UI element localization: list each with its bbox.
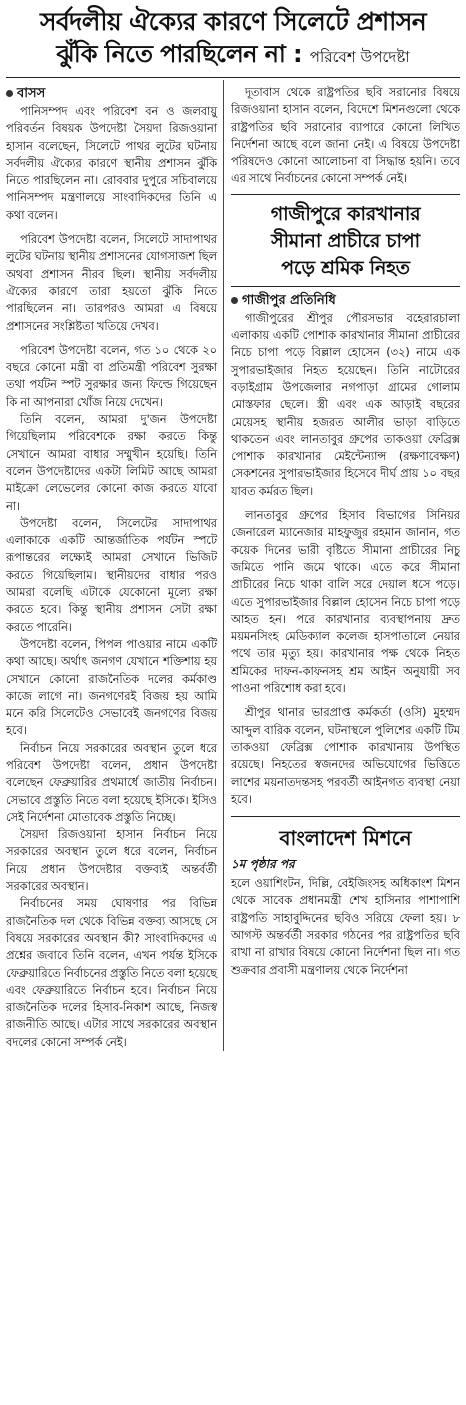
article1-paragraph: উপদেষ্টা বলেন, পিপল পাওয়ার নামে একটি কথা আছে। অর্থাৎ জনগণ যেখানে শক্তিশায় হয় সেখানে কোনো রাজনৈতিক দলের কর্মকাণ্ড কাজে লাগে না। জনগণেরই বিজয় হয় আমি মনে করি সিলেটেও সেভাবেই জনগণের বিজয় হবে। xyxy=(6,637,217,738)
main-headline xyxy=(6,6,460,73)
article1-paragraph: নির্বাচনের সময় ঘোষণার পর বিভিন্ন রাজনৈতিক দল থেকে বিভিন্ন বক্তব্য আসছে সে বিষয়ে সরকারের অবস্থান কী? সাংবাদিকদের এ প্রশ্নের জবাবে তিনি বলেন, এখন পর্যন্ত ইসিকে ফেব্রুয়ারিতে নির্বাচনের প্রস্তুতি নিতে বলা হয়েছে এবং ফেব্রুয়ারিতে নির্বাচন হবে। নির্বাচন নিয়ে রাজনৈতিক দলের হিসাব-নিকাশ আছে, নিজস্ব রাজনীতি আছে। এটার সাথে সরকারের অবস্থান বদলের কোনো সম্পর্ক নেই। xyxy=(6,897,217,1049)
article1-byline-text: বাসস xyxy=(17,86,46,101)
article1-paragraph: সৈয়দা রিজওয়ানা হাসান নির্বাচন নিয়ে সরকারের অবস্থান তুলে ধরে বলেন, নির্বাচন নিয়ে প্রধান উপদেষ্টার বক্তব্যই অন্তর্বর্তী সরকারের অবস্থান। xyxy=(6,828,217,894)
right-column xyxy=(224,80,460,1051)
article2-headline-line: সীমানা প্রাচীরে চাপা xyxy=(271,229,420,252)
bullet-icon xyxy=(6,90,13,97)
article2-headline-line: গাজীপুরে কারখানার xyxy=(270,202,421,225)
article3-continued-label: ১ম পৃষ্ঠার পর xyxy=(231,857,295,872)
article1-paragraph: তিনি বলেন, আমরা দু'জন উপদেষ্টা গিয়েছিলাম পরিবেশকে রক্ষা করতে কিন্তু সেখানে আমরা বাধার সম্মুখীন হয়েছি। তিনি বলেন উপদেষ্টাদের একটা লিমিট আছে আমরা মাইক্রো লেভেলের কোনো কাজ করতে যাবো না। xyxy=(6,413,217,513)
headline-rule xyxy=(6,77,460,78)
article2-byline-text: গাজীপুর প্রতিনিধি xyxy=(242,292,336,308)
article2-headline-line: পড়ে শ্রমিক নিহত xyxy=(281,256,410,279)
article1-paragraph: পরিবেশ উপদেষ্টা বলেন, সিলেটে সাদাপাথর লুটের ঘটনায় স্থানীয় প্রশাসনের যোগসাজশ ছিল অথবা প্রশাসন নীরব ছিল। স্থানীয় সর্বদলীয় ঐক্যের কারণে তারা হয়তো ঝুঁকি নিতে পারছিলেন না। তারপরও আমরা এ বিষয়ে প্রশাসনের সংশ্লিষ্টতা খতিয়ে দেখব। xyxy=(6,233,217,333)
article1-byline xyxy=(6,84,217,103)
bullet-icon xyxy=(231,297,238,304)
columns xyxy=(6,80,460,1051)
headline-line-2 xyxy=(6,38,460,73)
article3-headline: বাংলাদেশ মিশনে xyxy=(231,816,460,853)
headline-source: পরিবেশ উপদেষ্টা xyxy=(309,48,410,66)
article2-paragraph: গাজীপুরের শ্রীপুর পৌরসভার বহেরারচালা এলাকায় একটি পোশাক কারখানার সীমানা প্রাচীরের নিচে চাপা পড়ে বিল্লাল হোসেন (৩২) নামে এক সুপারভাইজার নিহত হয়েছেন। তিনি নাটোরের বড়াইগ্রাম উপজেলার নগপাড়া গ্রামের গোলাম মোস্তফার ছেলে। স্ত্রী এবং এক আড়াই বছরের মেয়েসহ স্থানীয় হজরত আলীর ভাড়া বাড়িতে থাকতেন এবং লানতাবুর গ্রুপের তাকওয়া ফেব্রিক্স পোশাক কারখানার মেইন্টেন্যান্স (রক্ষণাবেক্ষণ) সেকশনের সুপারভাইজার হিসেবে দীর্ঘ প্রায় ১০ বছর যাবত কর্মরত ছিল। xyxy=(231,311,460,498)
headline-line-2-text: ঝুঁকি নিতে পারছিলেন না : xyxy=(56,40,303,68)
headline-line-1: সর্বদলীয় ঐক্যের কারণে সিলেটে প্রশাসন xyxy=(39,7,427,36)
article2-byline xyxy=(231,291,460,310)
article2-headline xyxy=(231,194,460,287)
article1-continued-paragraph: দূতাবাস থেকে রাষ্ট্রপতির ছবি সরানোর বিষয়ে রিজওয়ানা হাসান বলেন, বিদেশে মিশনগুলো থেকে রাষ্ট্রপতির ছবি সরানোর ব্যাপারে কোনো লিখিত নির্দেশনা আছে বলে জানা নেই। এ বিষয়ে উপদেষ্টা পরিষদেও কোনো আলোচনা বা সিদ্ধান্ত হয়নি। তবে এর সাথে নির্বাচনের কোনো সম্পর্ক নেই। xyxy=(231,86,460,186)
article1-paragraph: পানিসম্পদ এবং পরিবেশ বন ও জলবায়ু পরিবর্তন বিষয়ক উপদেষ্টা সৈয়দা রিজওয়ানা হাসান বলেছেন, সিলেটে পাথর লুটের ঘটনায় সর্বদলীয় ঐক্যের কারণে স্থানীয় প্রশাসন ঝুঁকি নিতে পারছিলেন না। রোববার দুপুরে সচিবালয়ে পানিসম্পদ মন্ত্রণালয়ে সাংবাদিকদের তিনি এ কথা বলেন। xyxy=(6,105,217,222)
article2-paragraph: লানতাবুর গ্রুপের হিসাব বিভাগের সিনিয়র জেনারেল ম্যানেজার মাহফুজুর রহমান জানান, গত কয়েক দিনের ভারী বৃষ্টিতে সীমানা প্রাচীরের নিচু জমিতে পানি জমে থাকে। এতে করে সীমানা প্রাচীরের নিচে থাকা বালি সরে দেয়াল ধসে পড়ে। এতে সুপারভাইজার বিল্লাল হোসেন নিচে চাপা পড়ে আহত হন। পরে কারখানার ব্যবস্থাপনায় দ্রুত ময়মনসিংহ মেডিক্যাল কলেজ হাসপাতালে নেয়ার পথে তার মৃত্যু হয়। কারখানার পক্ষ থেকে নিহত শ্রমিকের দাফন-কাফনসহ শ্রম আইন অনুযায়ী সব পাওনা পরিশোধ করা হবে। xyxy=(231,509,460,696)
left-column xyxy=(6,80,224,1051)
article3-paragraph: হলে ওয়াশিংটন, দিল্লি, বেইজিংসহ অধিকাংশ মিশন থেকে সাবেক প্রধানমন্ত্রী শেখ হাসিনার পাশাপাশি রাষ্ট্রপতি সাহাবুদ্দিনের ছবিও সরিয়ে ফেলা হয়। ৮ আগস্ট অন্তর্বর্তী সরকার গঠনের পর রাষ্ট্রপতির ছবি রাখা না রাখার বিষয়ে কোনো নির্দেশনা ছিল না। গত শুক্রবার প্রবাসী মন্ত্রণালয় থেকে নির্দেশনা xyxy=(231,877,460,977)
article1-paragraph: উপদেষ্টা বলেন, সিলেটের সাদাপাথর এলাকাকে একটি আন্তর্জাতিক পর্যটন স্পটে রূপান্তরের লক্ষ্যেই আমরা সেখানে ভিজিট করতে গিয়েছিলাম। স্থানীয়দের বাধার পরও আমরা বলেছি এটাকে যেকোনো মূল্যে রক্ষা করতে হবে। কিন্তু স্থানীয় প্রশাসন সেটা রক্ষা করতে পারেনি। xyxy=(6,516,217,634)
article1-paragraph: নির্বাচন নিয়ে সরকারের অবস্থান তুলে ধরে পরিবেশ উপদেষ্টা বলেন, প্রধান উপদেষ্টা বলেছেন ফেব্রুয়ারির প্রথমার্ধে জাতীয় নির্বাচন। সেভাবে প্রস্তুতি নিতে বলা হয়েছে ইসিকে। ইসিও সেই নির্দেশনা মোতাবেক প্রস্তুতি নিচ্ছে। xyxy=(6,741,217,824)
article1-paragraph: পরিবেশ উপদেষ্টা বলেন, গত ১০ থেকে ২০ বছরে কোনো মন্ত্রী বা প্রতিমন্ত্রী পরিবেশ সুরক্ষা তথা পর্যটন স্পট সুরক্ষার জন্য ফিল্ডে গিয়েছেন কি না আপনারা খোঁজ নিয়ে দেখেন। xyxy=(6,343,217,409)
article2-paragraph: শ্রীপুর থানার ভারপ্রাপ্ত কর্মকর্তা (ওসি) মুহম্মদ আব্দুল বারিক বলেন, ঘটনাস্থলে পুলিশের একটি টিম তাকওয়া ফেব্রিক্স পোশাক কারখানায় উপস্থিত রয়েছে। নিহতের স্বজনদের অভিযোগের ভিত্তিতে লাশের ময়নাতদন্তসহ পরবর্তী আইনগত ব্যবস্থা নেয়া হবে। xyxy=(231,706,460,806)
